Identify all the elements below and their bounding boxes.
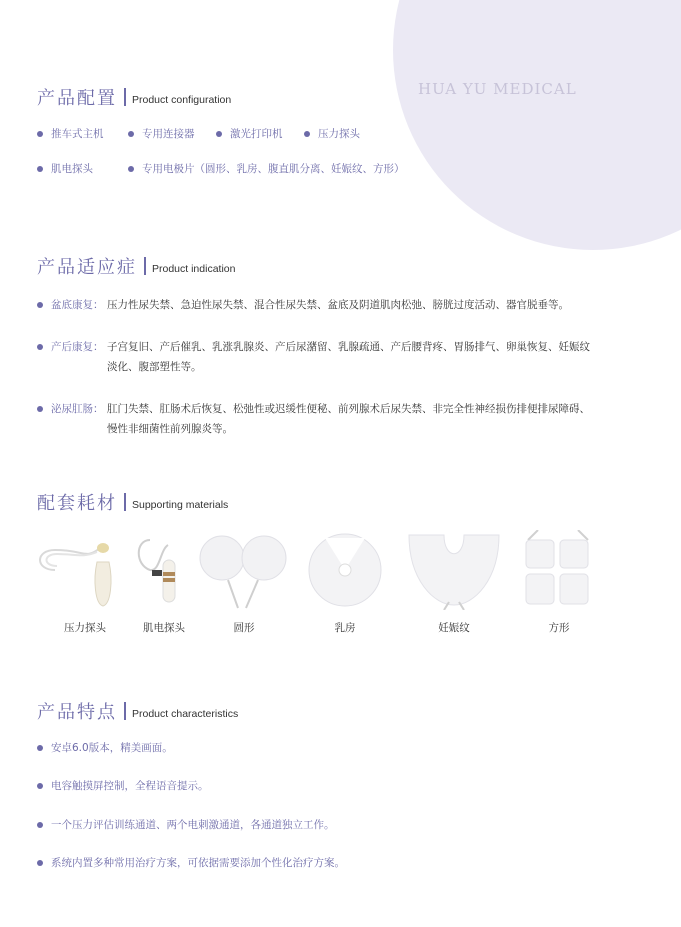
bullet-dot-icon <box>128 131 134 137</box>
config-item: 专用连接器 <box>128 126 195 141</box>
material-caption: 方形 <box>548 622 570 634</box>
indication-label: 产后康复： <box>51 341 104 353</box>
decorative-circle <box>393 0 681 250</box>
bullet-dot-icon <box>37 822 43 828</box>
indication-title-zh: 产品适应症 <box>37 257 137 278</box>
bullet-dot-icon <box>37 166 43 172</box>
bullet-dot-icon <box>37 860 43 866</box>
breast-electrode-image <box>305 530 385 610</box>
indication-text: 压力性尿失禁、急迫性尿失禁、混合性尿失禁、盆底及阴道肌肉松弛、膀胱过度活动、器官脱垂等。 <box>107 299 569 311</box>
config-section-title <box>37 84 231 110</box>
materials-section-title <box>37 489 228 515</box>
title-divider <box>124 702 126 720</box>
title-divider <box>144 257 146 275</box>
emg-probe-image <box>130 530 200 610</box>
config-item: 专用电极片（圆形、乳房、腹直肌分离、妊娠纹、方形） <box>128 161 405 176</box>
features-title-en: Product characteristics <box>132 708 239 720</box>
bullet-dot-icon <box>128 166 134 172</box>
features-title-zh: 产品特点 <box>37 702 117 723</box>
bullet-dot-icon <box>37 783 43 789</box>
pressure-probe-image <box>35 530 125 610</box>
material-caption: 乳房 <box>334 622 356 634</box>
square-electrode-image <box>518 530 598 610</box>
round-electrode-image <box>198 530 288 610</box>
indication-text: 子宫复旧、产后催乳、乳涨乳腺炎、产后尿潴留、乳腺疏通、产后腰背疼、胃肠排气、卵巢恢复、妊娠纹淡化、腹部塑性等。 <box>107 341 590 373</box>
bullet-dot-icon <box>216 131 222 137</box>
config-title-zh: 产品配置 <box>37 88 117 109</box>
bullet-dot-icon <box>304 131 310 137</box>
material-caption: 妊娠纹 <box>438 622 470 634</box>
title-divider <box>124 493 126 511</box>
indication-label: 泌尿肛肠： <box>51 403 104 415</box>
bullet-dot-icon <box>37 131 43 137</box>
feature-item: 一个压力评估训练通道、两个电刺激通道，各通道独立工作。 <box>37 817 335 832</box>
config-item: 肌电探头 <box>37 161 93 176</box>
bullet-dot-icon <box>37 344 43 350</box>
config-item: 压力探头 <box>304 126 360 141</box>
feature-item: 安卓6.0版本，精美画面。 <box>37 740 173 755</box>
materials-title-zh: 配套耗材 <box>37 493 117 514</box>
indication-title-en: Product indication <box>152 263 236 275</box>
watermark: HUA YU MEDICAL <box>418 80 577 98</box>
config-item: 激光打印机 <box>216 126 283 141</box>
stretch-mark-electrode-image <box>404 530 504 610</box>
materials-title-en: Supporting materials <box>132 499 229 511</box>
indication-item <box>37 399 597 439</box>
title-divider <box>124 88 126 106</box>
bullet-dot-icon <box>37 302 43 308</box>
bullet-dot-icon <box>37 745 43 751</box>
bullet-dot-icon <box>37 406 43 412</box>
features-section-title <box>37 698 238 724</box>
material-caption: 圆形 <box>233 622 255 634</box>
indication-item <box>37 295 597 315</box>
indication-item <box>37 337 597 377</box>
indication-label: 盆底康复： <box>51 299 104 311</box>
feature-item: 电容触摸屏控制，全程语音提示。 <box>37 778 209 793</box>
indication-text: 肛门失禁、肛肠术后恢复、松弛性或迟缓性便秘、前列腺术后尿失禁、非完全性神经损伤排便排尿障碍、慢性非细菌性前列腺炎等。 <box>107 403 590 435</box>
config-item: 推车式主机 <box>37 126 104 141</box>
indication-section-title <box>37 253 235 279</box>
config-title-en: Product configuration <box>132 94 232 106</box>
material-caption: 压力探头 <box>64 622 106 634</box>
material-caption: 肌电探头 <box>143 622 185 634</box>
feature-item: 系统内置多种常用治疗方案，可依据需要添加个性化治疗方案。 <box>37 855 345 870</box>
